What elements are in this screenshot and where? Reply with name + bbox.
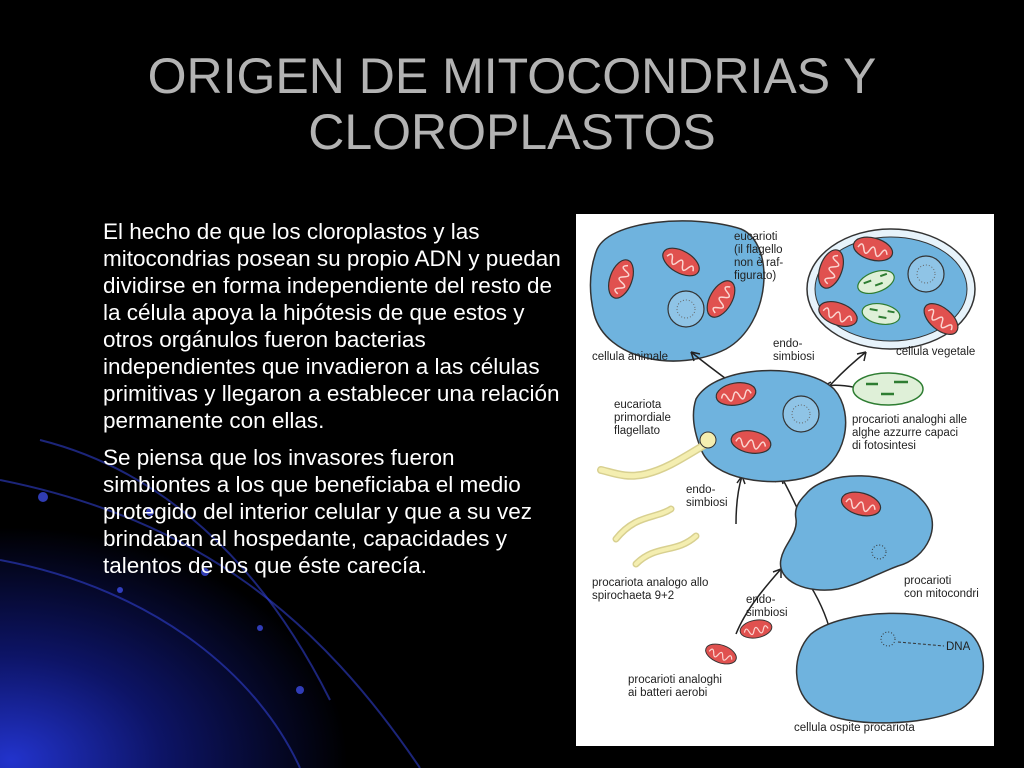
plant-cell [807,229,975,349]
prokaryote-with-mitochondria [780,476,932,590]
label-procarioti-alghe: procarioti analoghi alle alghe azzurre capaci di fotosintesi [852,414,968,452]
label-endo-simbiosi-1: endo- simbiosi [773,338,815,363]
label-cellula-ospite: cellula ospite procariota [794,722,915,734]
label-eucariota-primordiale: eucariota primordiale flagellato [614,399,671,437]
label-procarioti-batteri: procarioti analoghi ai batteri aerobi [628,674,722,699]
title-line-1: ORIGEN DE MITOCONDRIAS Y [147,48,877,104]
spirochete-prokaryote [616,509,696,564]
slide-title [0,48,1024,160]
endosymbiosis-diagram [576,214,994,746]
paragraph-1: El hecho de que los cloroplastos y las mitocondrias posean su propio ADN y puedan dividirse en forma independiente del resto de la célula apoya la hipótesis de que estos y otros orgánulos fueron bacterias independientes que invadieron a las células primitivas y llegaron a establecer una relación permanente con ellas. [103,219,561,433]
label-procarioti-mitocondri: procarioti con mitocondri [904,575,979,600]
label-procariota-spirochaeta: procariota analogo allo spirochaeta 9+2 [592,577,709,602]
label-cellula-vegetale: cellula vegetale [896,346,976,358]
label-cellula-animale: cellula animale [592,351,669,363]
aerobic-bacteria [703,618,773,668]
label-dna: DNA [946,641,971,653]
label-eucarioti: eucarioti (il flagello non è raf- figurato) [734,231,784,282]
label-endo-simbiosi-3: endo- simbiosi [746,594,788,619]
endosymbiosis-figure [576,214,994,746]
cyanobacteria-prokaryote [853,373,923,405]
host-prokaryote-cell [797,613,984,723]
paragraph-2: Se piensa que los invasores fueron simbiontes a los que beneficiaba el medio protegido del interior celular y que a su vez brindaban al hospedante, capacidades y talentos de los que éste carecía. [103,445,532,578]
slide-body-text [103,218,565,589]
label-endo-simbiosi-2: endo- simbiosi [686,484,728,509]
title-line-2: CLOROPLASTOS [308,104,716,160]
